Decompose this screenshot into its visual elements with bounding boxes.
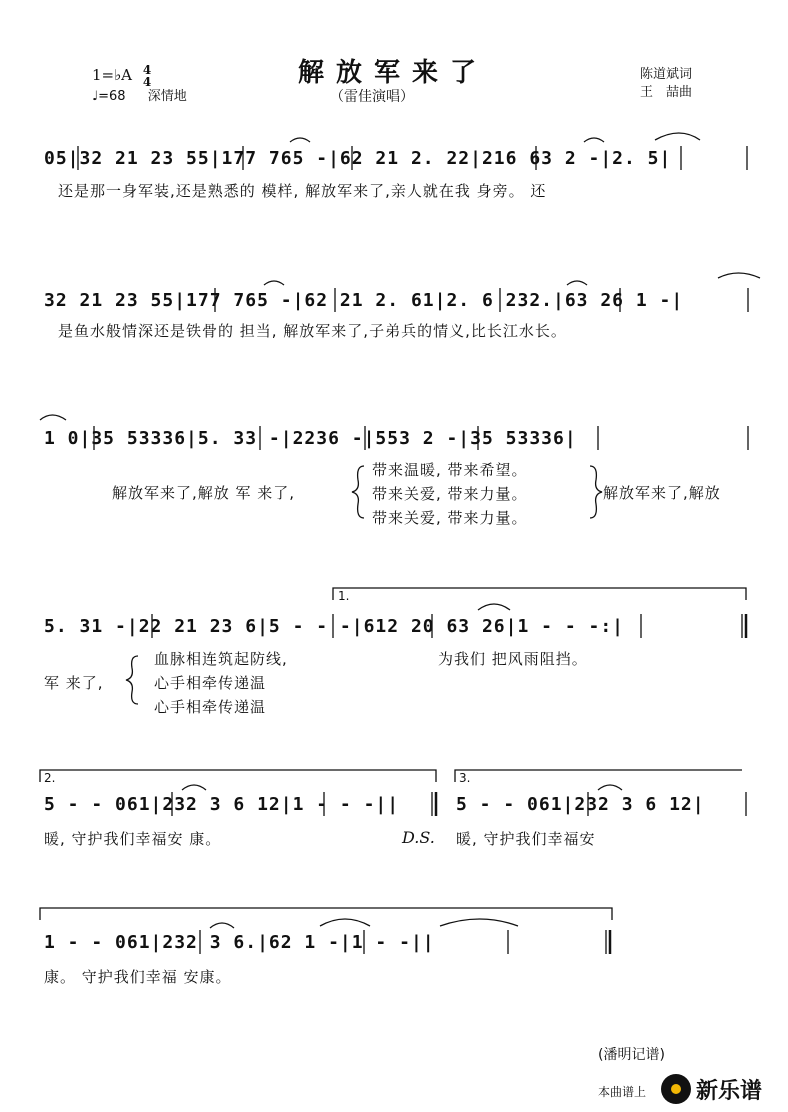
tempo-text: ♩=68 — [92, 89, 126, 104]
site-logo[interactable]: 新乐谱 — [696, 1079, 763, 1104]
row3-lyrics-b: 解放军来了,解放 — [603, 484, 721, 502]
row4-notes: 5. 31 -|22 21 23 6|5 - - -|612 20 63 26|1 - - -:| — [44, 616, 625, 637]
song-subtitle: （雷佳演唱） — [330, 89, 414, 105]
row5-notes-b: 5 - - 061|232 3 6 12| — [456, 794, 705, 815]
row3-notes: 1 0|35 53336|5. 33 -|2236 -|553 2 -|35 53336| — [44, 428, 577, 449]
source-prefix: 本曲谱上 — [598, 1085, 647, 1099]
transcriber-credit: (潘明记谱) — [598, 1047, 665, 1063]
expression-text: 深情地 — [147, 89, 187, 104]
row1-lyrics: 还是那一身军装,还是熟悉的 模样, 解放军来了,亲人就在我 身旁。 还 — [58, 182, 547, 200]
row5-notes-a: 5 - - 061|232 3 6 12|1 - - -|| — [44, 794, 400, 815]
row4-lyrics-a: 军 来了, — [44, 674, 104, 692]
time-bottom: 4 — [142, 75, 152, 89]
row3-verse3: 带来关爱, 带来力量。 — [372, 509, 528, 527]
row5-lyrics-b: 暖, 守护我们幸福安 — [456, 830, 596, 848]
composer: 王 喆曲 — [640, 85, 693, 100]
key-text: 1=♭A — [92, 66, 133, 84]
row3-lyrics-a: 解放军来了,解放 军 来了, — [112, 484, 296, 502]
row5-lyrics-a: 暖, 守护我们幸福安 康。 — [44, 830, 222, 848]
row2-lyrics: 是鱼水般情深还是铁骨的 担当, 解放军来了,子弟兵的情义,比长江水长。 — [58, 322, 567, 340]
lyricist: 陈道斌词 — [640, 67, 693, 82]
ending-1-label: 1. — [338, 589, 350, 603]
row4-lyrics-b: 为我们 把风雨阻挡。 — [438, 650, 588, 668]
row3-verse2: 带来关爱, 带来力量。 — [372, 485, 528, 503]
ending-2-label: 2. — [44, 771, 56, 785]
dal-segno-mark: D.S. — [402, 828, 435, 847]
time-top: 4 — [142, 63, 152, 77]
row6-notes: 1 - - 061|232 3 6.|62 1 -|1 - -|| — [44, 932, 435, 953]
row4-verse2: 心手相牵传递温 — [154, 674, 267, 692]
row4-verse1: 血脉相连筑起防线, — [154, 650, 288, 668]
row3-verse1: 带来温暖, 带来希望。 — [372, 461, 528, 479]
row1-notes: 05|32 21 23 55|177 765 -|62 21 2. 22|216 63 2 -|2. 5| — [44, 148, 672, 169]
row6-lyrics: 康。 守护我们幸福 安康。 — [44, 968, 232, 986]
row4-verse3: 心手相牵传递温 — [154, 698, 267, 716]
row2-notes: 32 21 23 55|177 765 -|62 21 2. 61|2. 6 232.|63 26 1 -| — [44, 290, 684, 311]
ending-3-label: 3. — [459, 771, 471, 785]
song-title: 解放军来了 — [298, 58, 489, 88]
